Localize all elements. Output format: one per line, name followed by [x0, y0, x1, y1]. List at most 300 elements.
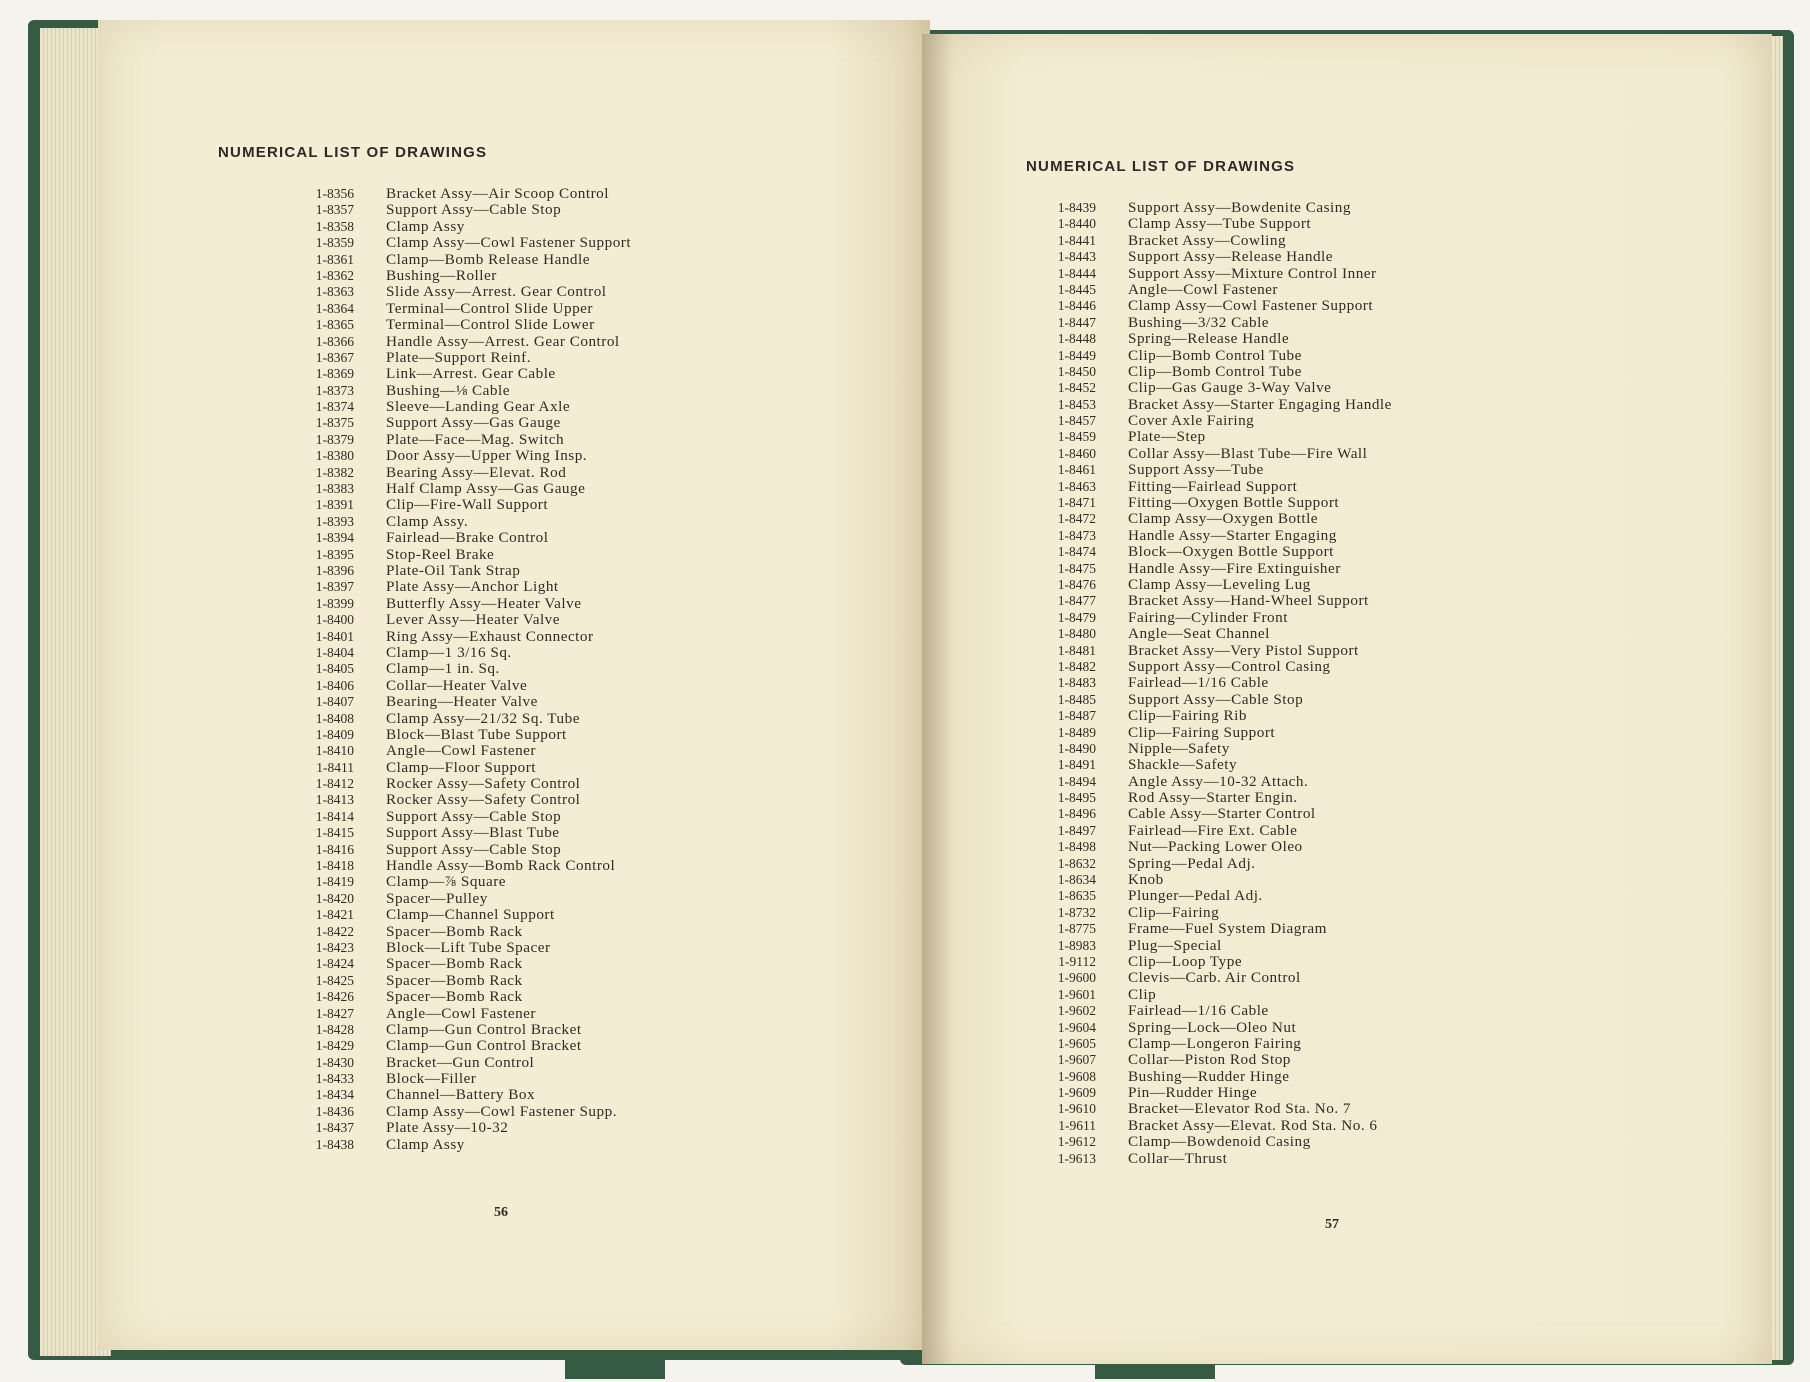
drawing-number: 1-8437: [315, 1120, 354, 1136]
list-item: [1038, 298, 1392, 314]
drawing-number: 1-8471: [1057, 495, 1096, 511]
drawing-number: 1-8416: [315, 841, 354, 857]
list-item: [296, 350, 631, 366]
drawing-description: Fitting—Fairlead Support: [1128, 477, 1298, 495]
list-item: [296, 842, 631, 858]
drawing-description: Clip—Fairing Rib: [1128, 707, 1247, 725]
list-item: [1038, 659, 1392, 675]
drawing-description: Clip—Bomb Control Tube: [1128, 346, 1302, 364]
list-item: [1038, 511, 1392, 527]
drawing-description: Bracket Assy—Cowling: [1128, 231, 1287, 249]
cover-tab-bottom: [565, 1355, 665, 1379]
drawing-description: Cable Assy—Starter Control: [1128, 805, 1316, 823]
drawing-description: Sleeve—Landing Gear Axle: [386, 398, 571, 416]
drawing-number: 1-8362: [315, 267, 354, 283]
list-item: [1038, 397, 1392, 413]
drawing-number: 1-8496: [1057, 806, 1096, 822]
drawing-number: 1-8482: [1057, 658, 1096, 674]
drawing-number: 1-8634: [1057, 872, 1096, 888]
drawing-number: 1-8494: [1057, 773, 1096, 789]
drawing-description: Spacer—Bomb Rack: [386, 988, 523, 1006]
drawing-description: Lever Assy—Heater Valve: [386, 611, 561, 629]
list-item: [296, 891, 631, 907]
list-item: [1038, 561, 1392, 577]
drawing-number: 1-8356: [315, 186, 354, 201]
list-item: [1038, 839, 1392, 855]
drawing-description: Bushing—3/32 Cable: [1128, 313, 1270, 331]
drawing-description: Collar Assy—Blast Tube—Fire Wall: [1128, 444, 1368, 462]
list-item: [1038, 495, 1392, 511]
list-item: [296, 973, 631, 989]
drawing-description: Plate Assy—10-32: [386, 1119, 509, 1137]
drawing-number: 1-8491: [1057, 757, 1096, 773]
drawing-number: 1-8473: [1057, 527, 1096, 543]
drawing-number: 1-8408: [315, 710, 354, 726]
page-number: 56: [494, 1205, 508, 1220]
drawing-description: Support Assy—Mixture Control Inner: [1128, 264, 1377, 282]
drawing-description: Clamp—Floor Support: [386, 758, 536, 776]
list-item: [1038, 610, 1392, 626]
drawing-number: 1-8445: [1057, 281, 1096, 297]
drawing-number: 1-8418: [315, 858, 354, 874]
drawing-description: Bracket—Elevator Rod Sta. No. 7: [1128, 1100, 1352, 1118]
list-item: [296, 432, 631, 448]
drawing-number: 1-8490: [1057, 740, 1096, 756]
drawing-description: Bearing—Heater Valve: [386, 693, 538, 711]
list-item: [1038, 315, 1392, 331]
list-item: [1038, 675, 1392, 691]
drawing-description: Support Assy—Cable Stop: [386, 807, 562, 825]
drawing-description: Link—Arrest. Gear Cable: [386, 365, 556, 383]
drawing-description: Fairlead—1/16 Cable: [1128, 674, 1269, 692]
drawing-description: Handle Assy—Fire Extinguisher: [1128, 559, 1341, 577]
list-item: [296, 825, 631, 841]
drawing-description: Knob: [1128, 871, 1164, 889]
drawing-number: 1-8477: [1057, 593, 1096, 609]
drawing-number: 1-8448: [1057, 331, 1096, 347]
drawing-description: Spacer—Bomb Rack: [386, 955, 523, 973]
drawing-number: 1-8441: [1057, 232, 1096, 248]
drawing-description: Clamp Assy—Oxygen Bottle: [1128, 510, 1319, 528]
drawing-description: Door Assy—Upper Wing Insp.: [386, 447, 588, 465]
drawing-number: 1-8421: [315, 907, 354, 923]
drawing-number: 1-8483: [1057, 675, 1096, 691]
list-item: [1038, 905, 1392, 921]
drawing-number: 1-9600: [1057, 970, 1096, 986]
drawing-number: 1-8459: [1057, 429, 1096, 445]
drawing-number: 1-8409: [315, 726, 354, 742]
drawing-number: 1-8379: [315, 431, 354, 447]
drawing-description: Support Assy—Cable Stop: [386, 201, 562, 219]
drawing-description: Clip—Bomb Control Tube: [1128, 362, 1302, 380]
drawing-description: Clamp Assy.: [386, 512, 469, 530]
drawing-description: Collar—Thrust: [1128, 1149, 1228, 1167]
drawing-number: 1-8433: [315, 1071, 354, 1087]
drawing-number: 1-8380: [315, 448, 354, 464]
drawing-description: Spacer—Bomb Rack: [386, 971, 523, 989]
drawing-description: Plate Assy—Anchor Light: [386, 578, 559, 596]
list-item: [296, 465, 631, 481]
drawing-description: Clip—Fairing: [1128, 903, 1220, 921]
drawing-description: Clamp Assy—Tube Support: [1128, 215, 1312, 233]
drawing-description: Handle Assy—Arrest. Gear Control: [386, 332, 620, 350]
drawing-number: 1-8428: [315, 1021, 354, 1037]
list-item: [296, 1071, 631, 1087]
list-item: [1038, 774, 1392, 790]
drawing-number: 1-8463: [1057, 478, 1096, 494]
drawing-description: Nut—Packing Lower Oleo: [1128, 838, 1303, 856]
list-item: [296, 645, 631, 661]
drawing-number: 1-8411: [316, 759, 354, 775]
drawing-number: 1-8440: [1057, 216, 1096, 232]
drawing-description: Bearing Assy—Elevat. Rod: [386, 463, 567, 481]
drawing-description: Frame—Fuel System Diagram: [1128, 920, 1327, 938]
drawing-description: Slide Assy—Arrest. Gear Control: [386, 283, 607, 301]
drawing-number: 1-8443: [1057, 249, 1096, 265]
drawing-number: 1-8415: [315, 825, 354, 841]
list-item: [296, 727, 631, 743]
list-item: [296, 874, 631, 890]
list-item: [296, 284, 631, 300]
drawing-number: 1-8447: [1057, 314, 1096, 330]
drawing-number: 1-8400: [315, 612, 354, 628]
list-item: [296, 448, 631, 464]
list-item: [1038, 1118, 1392, 1134]
drawing-number: 1-8427: [315, 1005, 354, 1021]
list-item: [296, 481, 631, 497]
drawing-description: Cover Axle Fairing: [1128, 412, 1255, 430]
list-item: [296, 383, 631, 399]
list-item: [296, 1022, 631, 1038]
drawing-description: Clamp—Bowdenoid Casing: [1128, 1133, 1311, 1151]
drawing-description: Spacer—Pulley: [386, 889, 488, 907]
drawing-number: 1-9602: [1057, 1003, 1096, 1019]
drawing-number: 1-8393: [315, 513, 354, 529]
list-item: [1038, 544, 1392, 560]
drawing-list: [1038, 200, 1392, 1167]
list-item: [296, 956, 631, 972]
drawing-number: 1-8461: [1057, 462, 1096, 478]
drawing-number: 1-8426: [315, 989, 354, 1005]
drawing-description: Terminal—Control Slide Lower: [386, 316, 595, 334]
list-item: [296, 743, 631, 759]
drawing-number: 1-8489: [1057, 724, 1096, 740]
drawing-number: 1-9604: [1057, 1019, 1096, 1035]
drawing-description: Support Assy—Release Handle: [1128, 248, 1334, 266]
drawing-number: 1-9608: [1057, 1068, 1096, 1084]
drawing-list: [296, 186, 631, 1153]
drawing-number: 1-8399: [315, 595, 354, 611]
drawing-description: Clip—Fairing Support: [1128, 723, 1276, 741]
list-item: [1038, 1134, 1392, 1150]
list-item: [1038, 1151, 1392, 1167]
drawing-number: 1-8495: [1057, 790, 1096, 806]
drawing-number: 1-8375: [315, 415, 354, 431]
drawing-number: 1-8983: [1057, 937, 1096, 953]
list-item: [1038, 233, 1392, 249]
drawing-number: 1-9112: [1058, 953, 1096, 969]
drawing-number: 1-8383: [315, 481, 354, 497]
drawing-description: Collar—Piston Rod Stop: [1128, 1051, 1291, 1069]
drawing-description: Support Assy—Tube: [1128, 461, 1264, 479]
drawing-number: 1-8452: [1057, 380, 1096, 396]
drawing-number: 1-8374: [315, 399, 354, 415]
list-item: [296, 661, 631, 677]
drawing-description: Support Assy—Bowdenite Casing: [1128, 199, 1351, 216]
drawing-description: Rocker Assy—Safety Control: [386, 791, 581, 809]
drawing-description: Collar—Heater Valve: [386, 676, 528, 694]
list-item: [1038, 643, 1392, 659]
drawing-description: Block—Oxygen Bottle Support: [1128, 543, 1334, 561]
drawing-description: Fairlead—Brake Control: [386, 529, 549, 547]
list-item: [296, 678, 631, 694]
list-item: [296, 940, 631, 956]
list-item: [296, 301, 631, 317]
drawing-number: 1-8363: [315, 284, 354, 300]
drawing-number: 1-8460: [1057, 445, 1096, 461]
drawing-number: 1-8438: [315, 1136, 354, 1152]
list-item: [296, 252, 631, 268]
drawing-number: 1-8407: [315, 694, 354, 710]
list-item: [1038, 364, 1392, 380]
drawing-number: 1-8429: [315, 1038, 354, 1054]
drawing-number: 1-8361: [315, 251, 354, 267]
list-item: [1038, 1020, 1392, 1036]
list-item: [1038, 790, 1392, 806]
list-item: [1038, 970, 1392, 986]
list-item: [1038, 708, 1392, 724]
drawing-description: Plunger—Pedal Adj.: [1128, 887, 1263, 905]
drawing-description: Bracket Assy—Very Pistol Support: [1128, 641, 1359, 659]
list-item: [296, 1137, 631, 1153]
drawing-number: 1-8373: [315, 382, 354, 398]
drawing-number: 1-8449: [1057, 347, 1096, 363]
drawing-description: Block—Filler: [386, 1070, 477, 1088]
drawing-description: Clip—Loop Type: [1128, 952, 1243, 970]
left-page: [98, 20, 930, 1350]
drawing-description: Plate—Step: [1128, 428, 1206, 446]
drawing-description: Butterfly Assy—Heater Valve: [386, 594, 582, 612]
drawing-number: 1-9611: [1058, 1117, 1096, 1133]
drawing-number: 1-8475: [1057, 560, 1096, 576]
drawing-description: Ring Assy—Exhaust Connector: [386, 627, 594, 645]
drawing-description: Bracket Assy—Hand-Wheel Support: [1128, 592, 1369, 610]
drawing-description: Clevis—Carb. Air Control: [1128, 969, 1301, 987]
drawing-number: 1-8635: [1057, 888, 1096, 904]
drawing-description: Support Assy—Blast Tube: [386, 824, 560, 842]
drawing-number: 1-8397: [315, 579, 354, 595]
drawing-number: 1-8366: [315, 333, 354, 349]
drawing-number: 1-8367: [315, 349, 354, 365]
drawing-description: Bracket Assy—Elevat. Rod Sta. No. 6: [1128, 1116, 1378, 1134]
drawing-number: 1-8413: [315, 792, 354, 808]
list-item: [296, 596, 631, 612]
drawing-description: Clamp—1 3/16 Sq.: [386, 643, 512, 661]
drawing-number: 1-8430: [315, 1054, 354, 1070]
drawing-number: 1-8369: [315, 366, 354, 382]
drawing-description: Channel—Battery Box: [386, 1086, 536, 1104]
drawing-number: 1-8476: [1057, 576, 1096, 592]
drawing-number: 1-8422: [315, 923, 354, 939]
list-item: [1038, 462, 1392, 478]
drawing-description: Angle—Cowl Fastener: [386, 742, 536, 760]
drawing-description: Block—Blast Tube Support: [386, 725, 567, 743]
list-item: [1038, 626, 1392, 642]
drawing-description: Handle Assy—Starter Engaging: [1128, 526, 1337, 544]
drawing-description: Support Assy—Cable Stop: [1128, 690, 1304, 708]
list-item: [296, 1087, 631, 1103]
list-item: [296, 497, 631, 513]
page-heading: NUMERICAL LIST OF DRAWINGS: [218, 144, 488, 161]
drawing-description: Spacer—Bomb Rack: [386, 922, 523, 940]
drawing-description: Nipple—Safety: [1128, 739, 1230, 757]
drawing-description: Bushing—Roller: [386, 266, 497, 284]
drawing-number: 1-9607: [1057, 1052, 1096, 1068]
list-item: [1038, 348, 1392, 364]
drawing-description: Clip—Gas Gauge 3-Way Valve: [1128, 379, 1332, 397]
drawing-number: 1-8419: [315, 874, 354, 890]
drawing-description: Clamp Assy: [386, 217, 465, 235]
drawing-number: 1-8420: [315, 890, 354, 906]
list-item: [1038, 987, 1392, 1003]
list-item: [296, 924, 631, 940]
list-item: [296, 366, 631, 382]
drawing-description: Plate—Support Reinf.: [386, 348, 531, 366]
list-item: [296, 530, 631, 546]
list-item: [296, 268, 631, 284]
list-item: [296, 711, 631, 727]
drawing-description: Clamp—Bomb Release Handle: [386, 250, 590, 268]
drawing-description: Bracket Assy—Air Scoop Control: [386, 185, 609, 202]
list-item: [1038, 380, 1392, 396]
list-item: [1038, 856, 1392, 872]
drawing-number: 1-9609: [1057, 1085, 1096, 1101]
list-item: [1038, 806, 1392, 822]
drawing-description: Clamp Assy—Cowl Fastener Support: [386, 234, 632, 252]
drawing-description: Clamp—Channel Support: [386, 906, 555, 924]
drawing-number: 1-8359: [315, 235, 354, 251]
list-item: [296, 563, 631, 579]
list-item: [296, 202, 631, 218]
list-item: [1038, 954, 1392, 970]
drawing-number: 1-8364: [315, 300, 354, 316]
list-item: [1038, 741, 1392, 757]
drawing-number: 1-8453: [1057, 396, 1096, 412]
list-item: [1038, 479, 1392, 495]
drawing-description: Fairlead—Fire Ext. Cable: [1128, 821, 1298, 839]
drawing-number: 1-8480: [1057, 626, 1096, 642]
drawing-description: Clamp Assy—Cowl Fastener Supp.: [386, 1102, 618, 1120]
list-item: [1038, 200, 1392, 216]
list-item: [1038, 692, 1392, 708]
drawing-number: 1-8732: [1057, 904, 1096, 920]
drawing-number: 1-8487: [1057, 708, 1096, 724]
drawing-number: 1-8406: [315, 677, 354, 693]
drawing-description: Clamp Assy: [386, 1135, 465, 1153]
drawing-number: 1-8472: [1057, 511, 1096, 527]
drawing-description: Clamp—1 in. Sq.: [386, 660, 500, 678]
drawing-description: Plate—Face—Mag. Switch: [386, 430, 565, 448]
drawing-description: Rocker Assy—Safety Control: [386, 775, 581, 793]
list-item: [296, 579, 631, 595]
drawing-description: Fitting—Oxygen Bottle Support: [1128, 494, 1340, 512]
drawing-number: 1-9613: [1057, 1150, 1096, 1166]
list-item: [296, 989, 631, 1005]
list-item: [1038, 331, 1392, 347]
list-item: [296, 514, 631, 530]
list-item: [296, 1038, 631, 1054]
drawing-number: 1-8365: [315, 317, 354, 333]
drawing-number: 1-8395: [315, 546, 354, 562]
drawing-number: 1-8412: [315, 776, 354, 792]
drawing-number: 1-8410: [315, 743, 354, 759]
gutter-shadow: [922, 34, 952, 1364]
drawing-number: 1-8444: [1057, 265, 1096, 281]
drawing-number: 1-9610: [1057, 1101, 1096, 1117]
drawing-number: 1-8382: [315, 464, 354, 480]
drawing-number: 1-8450: [1057, 363, 1096, 379]
drawing-description: Clamp—⅞ Square: [386, 873, 507, 891]
list-item: [296, 186, 631, 202]
drawing-description: Clip—Fire-Wall Support: [386, 496, 549, 514]
drawing-number: 1-8481: [1057, 642, 1096, 658]
list-item: [1038, 528, 1392, 544]
drawing-description: Spring—Lock—Oleo Nut: [1128, 1018, 1297, 1036]
list-item: [1038, 1069, 1392, 1085]
drawing-number: 1-8474: [1057, 544, 1096, 560]
drawing-description: Rod Assy—Starter Engin.: [1128, 789, 1298, 807]
drawing-number: 1-8775: [1057, 921, 1096, 937]
list-item: [1038, 1101, 1392, 1117]
drawing-description: Bushing—⅛ Cable: [386, 381, 510, 399]
right-page: [922, 34, 1772, 1364]
drawing-description: Support Assy—Control Casing: [1128, 657, 1331, 675]
drawing-number: 1-8396: [315, 562, 354, 578]
drawing-description: Shackle—Safety: [1128, 756, 1238, 774]
drawing-number: 1-8358: [315, 218, 354, 234]
drawing-description: Clamp Assy—Leveling Lug: [1128, 575, 1311, 593]
drawing-number: 1-8405: [315, 661, 354, 677]
drawing-number: 1-8425: [315, 972, 354, 988]
drawing-description: Bracket Assy—Starter Engaging Handle: [1128, 395, 1392, 413]
drawing-description: Plate-Oil Tank Strap: [386, 561, 521, 579]
drawing-number: 1-8434: [315, 1087, 354, 1103]
drawing-description: Clip: [1128, 985, 1157, 1003]
list-item: [296, 1055, 631, 1071]
drawing-number: 1-8485: [1057, 691, 1096, 707]
drawing-number: 1-8394: [315, 530, 354, 546]
list-item: [296, 629, 631, 645]
list-item: [1038, 921, 1392, 937]
drawing-number: 1-8423: [315, 939, 354, 955]
drawing-description: Clamp—Gun Control Bracket: [386, 1020, 582, 1038]
list-item: [296, 1104, 631, 1120]
drawing-description: Terminal—Control Slide Upper: [386, 299, 593, 317]
list-item: [1038, 725, 1392, 741]
drawing-number: 1-8632: [1057, 855, 1096, 871]
drawing-description: Fairing—Cylinder Front: [1128, 608, 1288, 626]
list-item: [296, 317, 631, 333]
list-item: [1038, 577, 1392, 593]
drawing-number: 1-8357: [315, 202, 354, 218]
page-heading: NUMERICAL LIST OF DRAWINGS: [1026, 158, 1296, 175]
list-item: [296, 399, 631, 415]
drawing-description: Spring—Pedal Adj.: [1128, 854, 1256, 872]
drawing-description: Angle—Cowl Fastener: [386, 1004, 536, 1022]
drawing-description: Support Assy—Cable Stop: [386, 840, 562, 858]
drawing-number: 1-8404: [315, 644, 354, 660]
drawing-description: Plug—Special: [1128, 936, 1222, 954]
